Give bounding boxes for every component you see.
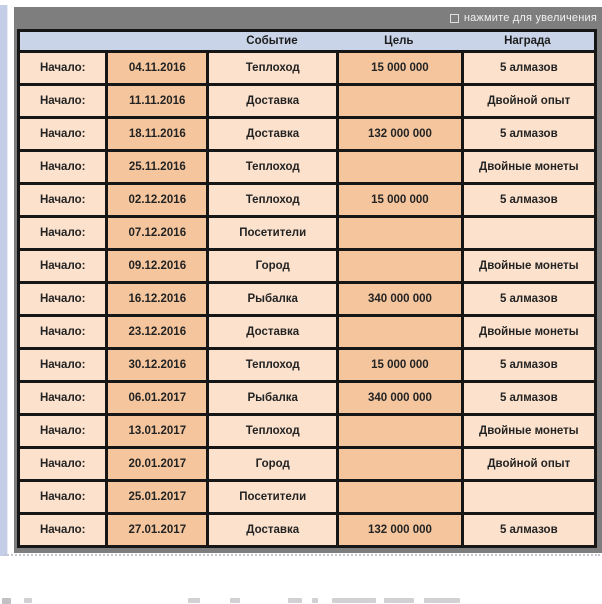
table-row bbox=[20, 383, 594, 413]
date-cell: 06.01.2017 bbox=[108, 383, 206, 413]
row-label-cell: Начало: bbox=[20, 515, 105, 545]
date-cell: 16.12.2016 bbox=[108, 284, 206, 314]
goal-cell: 132 000 000 bbox=[339, 515, 460, 545]
reward-cell: 5 алмазов bbox=[464, 515, 594, 545]
goal-cell bbox=[339, 86, 460, 116]
goal-cell bbox=[339, 317, 460, 347]
selection-dotted-line bbox=[4, 554, 600, 556]
clipped-bottom-text-remnant bbox=[0, 598, 602, 604]
date-cell: 09.12.2016 bbox=[108, 251, 206, 281]
image-attachment-panel[interactable] bbox=[14, 7, 602, 553]
table-row bbox=[20, 86, 594, 116]
row-label-cell: Начало: bbox=[20, 350, 105, 380]
table-row bbox=[20, 185, 594, 215]
events-table bbox=[17, 29, 597, 548]
header-event: Событие bbox=[246, 35, 298, 47]
date-cell: 25.11.2016 bbox=[108, 152, 206, 182]
event-cell: Доставка bbox=[209, 317, 336, 347]
goal-cell: 340 000 000 bbox=[339, 284, 460, 314]
event-cell: Город bbox=[209, 251, 336, 281]
goal-cell bbox=[339, 152, 460, 182]
date-cell: 20.01.2017 bbox=[108, 449, 206, 479]
expand-square-icon bbox=[450, 14, 459, 23]
event-cell: Теплоход bbox=[209, 152, 336, 182]
event-cell: Теплоход bbox=[209, 185, 336, 215]
table-row bbox=[20, 53, 594, 83]
enlarge-caption[interactable] bbox=[14, 7, 602, 29]
row-label-cell: Начало: bbox=[20, 416, 105, 446]
row-label-cell: Начало: bbox=[20, 449, 105, 479]
table-row bbox=[20, 284, 594, 314]
goal-cell: 15 000 000 bbox=[339, 185, 460, 215]
goal-cell bbox=[339, 416, 460, 446]
table-row bbox=[20, 317, 594, 347]
table-row bbox=[20, 251, 594, 281]
date-cell: 25.01.2017 bbox=[108, 482, 206, 512]
goal-cell: 15 000 000 bbox=[339, 350, 460, 380]
reward-cell: Двойной опыт bbox=[464, 86, 594, 116]
reward-cell: Двойные монеты bbox=[464, 152, 594, 182]
reward-cell: 5 алмазов bbox=[464, 350, 594, 380]
page-left-stripe bbox=[0, 5, 8, 556]
event-cell: Доставка bbox=[209, 86, 336, 116]
row-label-cell: Начало: bbox=[20, 53, 105, 83]
enlarge-caption-label: нажмите для увеличения bbox=[463, 12, 597, 24]
table-row bbox=[20, 119, 594, 149]
event-cell: Посетители bbox=[209, 482, 336, 512]
table-row bbox=[20, 416, 594, 446]
date-cell: 11.11.2016 bbox=[108, 86, 206, 116]
reward-cell: 5 алмазов bbox=[464, 383, 594, 413]
row-label-cell: Начало: bbox=[20, 86, 105, 116]
row-label-cell: Начало: bbox=[20, 185, 105, 215]
date-cell: 02.12.2016 bbox=[108, 185, 206, 215]
date-cell: 27.01.2017 bbox=[108, 515, 206, 545]
table-row bbox=[20, 482, 594, 512]
table-row bbox=[20, 152, 594, 182]
row-label-cell: Начало: bbox=[20, 482, 105, 512]
row-label-cell: Начало: bbox=[20, 383, 105, 413]
reward-cell: Двойной опыт bbox=[464, 449, 594, 479]
event-cell: Доставка bbox=[209, 515, 336, 545]
event-cell: Теплоход bbox=[209, 53, 336, 83]
row-label-cell: Начало: bbox=[20, 284, 105, 314]
reward-cell: Двойные монеты bbox=[464, 317, 594, 347]
reward-cell bbox=[464, 482, 594, 512]
reward-cell: 5 алмазов bbox=[464, 185, 594, 215]
table-row bbox=[20, 515, 594, 545]
reward-cell: 5 алмазов bbox=[464, 53, 594, 83]
reward-cell: 5 алмазов bbox=[464, 284, 594, 314]
goal-cell: 340 000 000 bbox=[339, 383, 460, 413]
table-row bbox=[20, 350, 594, 380]
date-cell: 07.12.2016 bbox=[108, 218, 206, 248]
goal-cell bbox=[339, 449, 460, 479]
event-cell: Рыбалка bbox=[209, 383, 336, 413]
event-cell: Теплоход bbox=[209, 350, 336, 380]
goal-cell bbox=[339, 218, 460, 248]
table-header-row bbox=[20, 32, 594, 50]
goal-cell: 15 000 000 bbox=[339, 53, 460, 83]
date-cell: 04.11.2016 bbox=[108, 53, 206, 83]
date-cell: 30.12.2016 bbox=[108, 350, 206, 380]
table-body bbox=[20, 53, 594, 545]
date-cell: 13.01.2017 bbox=[108, 416, 206, 446]
goal-cell bbox=[339, 251, 460, 281]
date-cell: 18.11.2016 bbox=[108, 119, 206, 149]
row-label-cell: Начало: bbox=[20, 119, 105, 149]
goal-cell: 132 000 000 bbox=[339, 119, 460, 149]
table-row bbox=[20, 218, 594, 248]
row-label-cell: Начало: bbox=[20, 317, 105, 347]
reward-cell bbox=[464, 218, 594, 248]
row-label-cell: Начало: bbox=[20, 251, 105, 281]
row-label-cell: Начало: bbox=[20, 218, 105, 248]
event-cell: Рыбалка bbox=[209, 284, 336, 314]
reward-cell: Двойные монеты bbox=[464, 251, 594, 281]
row-label-cell: Начало: bbox=[20, 152, 105, 182]
event-cell: Город bbox=[209, 449, 336, 479]
date-cell: 23.12.2016 bbox=[108, 317, 206, 347]
table-row bbox=[20, 449, 594, 479]
header-reward: Награда bbox=[504, 35, 551, 47]
header-goal: Цель bbox=[384, 35, 414, 47]
event-cell: Доставка bbox=[209, 119, 336, 149]
event-cell: Посетители bbox=[209, 218, 336, 248]
reward-cell: 5 алмазов bbox=[464, 119, 594, 149]
reward-cell: Двойные монеты bbox=[464, 416, 594, 446]
event-cell: Теплоход bbox=[209, 416, 336, 446]
goal-cell bbox=[339, 482, 460, 512]
